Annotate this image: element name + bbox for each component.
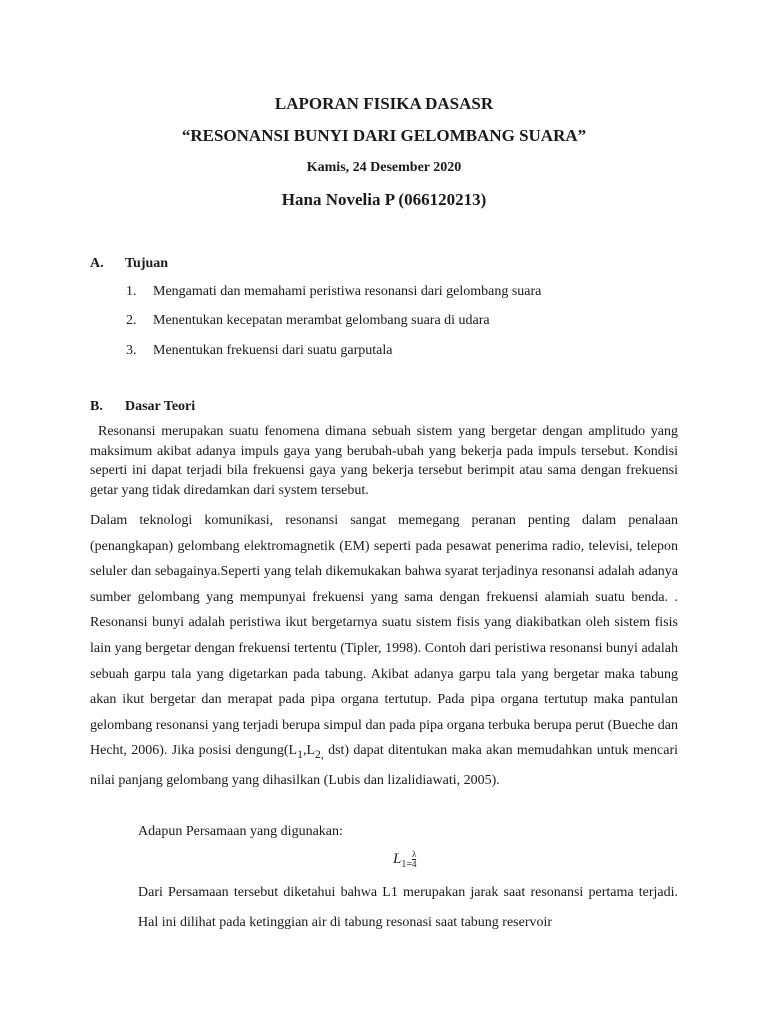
theory-paragraph-3: Dari Persamaan tersebut diketahui bahwa L1 merupakan jarak saat resonansi pertama terjadi. Hal ini dilihat pada ketinggian air di tabung resonasi saat tabung reservoir: [138, 885, 678, 930]
resonance-formula: [393, 850, 416, 870]
report-title: LAPORAN FISIKA DASASR: [274, 94, 494, 113]
report-author: Hana Novelia P (066120213): [281, 190, 487, 209]
theory-paragraph-2-text-a: Dalam teknologi komunikasi, resonansi sangat memegang peranan penting dalam penalaan (penangkapan) gelombang elektromagnetik (EM) seperti pada pesawat penerima radio, televisi, telepon seluler dan sebagainya.Seperti yang telah dikemukakan bahwa syarat terjadinya resonansi adalah adanya sumber gelombang yang mempunyai frekuensi yang sama dengan frekuensi alamiah suatu benda. . Resonansi bunyi adalah peristiwa ikut bergetarnya suatu sistem fisis yang diakibatkan oleh sistem fisis lain yang bergetar dengan frekuensi tertentu (Tipler, 1998). Contoh dari peristiwa resonansi bunyi adalah sebuah garpu tala yang digetarkan pada tabung. Akibat adanya garpu tala yang bergetar maka tabung akan ikut bergetar dan merapat pada pipa organa tertutup. Pada pipa organa tertutup maka pantulan gelombang resonansi yang terjadi berupa simpul dan pada pipa organa terbuka berupa perut (Bueche dan Hecht, 2006). Jika posisi dengung(L: [90, 513, 678, 759]
formula-subscript: 1=: [401, 858, 412, 870]
formula-fraction: [412, 850, 417, 869]
list-item-text: Menentukan kecepatan merambat gelombang suara di udara: [153, 313, 490, 328]
formula-denominator: 4: [411, 859, 417, 869]
formula-lhs: L: [393, 850, 402, 867]
list-item-number: 1.: [126, 284, 137, 299]
section-b-letter: B.: [90, 399, 103, 414]
subscript-2: 2,: [315, 748, 324, 762]
list-item-number: 2.: [126, 313, 137, 328]
subscript-1: 1: [297, 748, 303, 762]
theory-paragraph-1: Resonansi merupakan suatu fenomena dimana sebuah sistem yang bergetar dengan amplitudo yang maksimum akibat adanya impuls gaya yang berubah-ubah yang bekerja pada impuls tersebut. Kondisi seperti ini dapat terjadi bila frekuensi gaya yang bekerja tersebut berimpit atau sama dengan frekuensi getar yang tidak diredamkan dari system tersebut.: [90, 424, 678, 498]
theory-paragraph-2: [90, 508, 678, 793]
section-a-letter: A.: [90, 256, 104, 271]
formula-numerator: λ: [412, 849, 417, 859]
report-subtitle: “RESONANSI BUNYI DARI GELOMBANG SUARA”: [181, 126, 587, 145]
equation-intro: Adapun Persamaan yang digunakan:: [138, 824, 343, 839]
section-a-title: Tujuan: [125, 256, 169, 271]
list-item-number: 3.: [126, 343, 137, 358]
section-b-title: Dasar Teori: [125, 399, 196, 414]
theory-paragraph-2-text-b: dst) dapat ditentukan maka akan memudahkan untuk mencari nilai panjang gelombang yang dihasilkan (Lubis dan lizalidiawati, 2005).: [90, 743, 679, 788]
report-date: Kamis, 24 Desember 2020: [306, 160, 462, 175]
comma-l: ,L: [302, 743, 315, 759]
list-item-text: Menentukan frekuensi dari suatu garputala: [153, 343, 393, 358]
list-item-text: Mengamati dan memahami peristiwa resonansi dari gelombang suara: [153, 284, 542, 299]
